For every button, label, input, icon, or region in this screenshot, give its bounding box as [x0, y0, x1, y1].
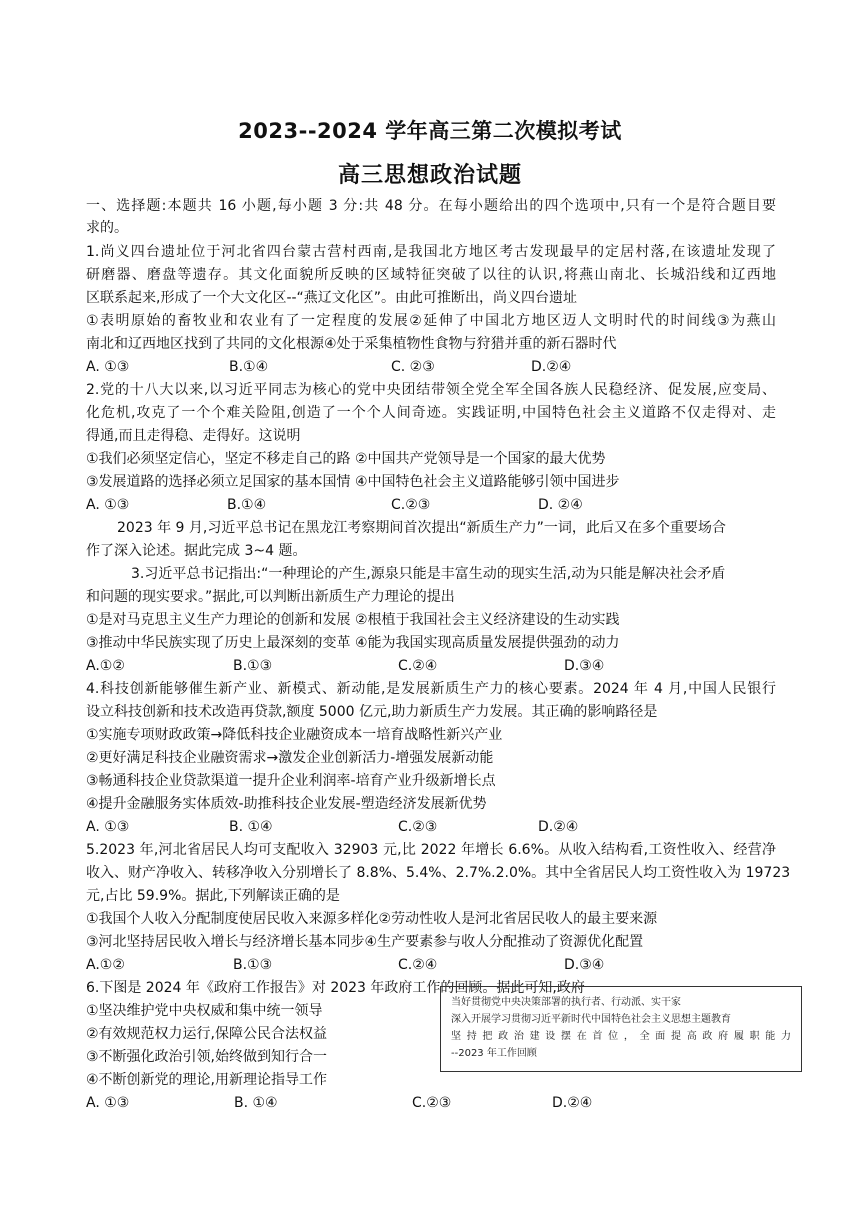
exam-subtitle: 高三思想政治试题	[337, 163, 522, 188]
q5-option-b[interactable]: B.①③	[233, 957, 273, 973]
q4-statement-line: ③畅通科技企业贷款渠道一提升企业利润率-培育产业升级新增长点	[86, 773, 496, 789]
q5-statement-line: ③河北坚持居民收入增长与经济增长基本同步④生产要素参与收人分配推动了资源优化配置	[86, 934, 644, 950]
q1-option-c[interactable]: C. ②③	[391, 359, 435, 375]
q3-stem-line: 3.习近平总书记指出:“一种理论的产生,源泉只能是丰富生动的现实生活,动为只能是解决社会矛盾	[131, 566, 726, 582]
q2-option-c[interactable]: C.②③	[391, 497, 431, 513]
q1-stem-line: 研磨器、磨盘等遗存。其文化面貌所反映的区域特征突破了以往的认识,将燕山南北、长城沿线和辽西地	[86, 267, 776, 283]
q2-statement-line: ③发展道路的选择必须立足国家的基本国情 ④中国特色社会主义道路能够引领中国进步	[86, 474, 620, 490]
q5-stem-line: 元,占比 59.9%。据此,下列解读正确的是	[86, 888, 340, 904]
q4-statement-line: ④提升金融服务实体质效-助推科技企业发展-塑造经济发展新优势	[86, 796, 487, 812]
material-line: 2023 年 9 月,习近平总书记在黑龙江考察期间首次提出“新质生产力”一词，此后又在多个重要场合	[117, 520, 726, 536]
q6-statement-line: ②有效规范权力运行,保障公民合法权益	[86, 1026, 327, 1042]
q1-stem-line: 区联系起来,形成了一个大文化区--“燕辽文化区”。由此可推断出，尚义四台遗址	[86, 290, 578, 306]
q5-stem-line: 收入、财产净收入、转移净收入分别增长了 8.8%、5.4%、2.7%.2.0%。其中全省居民人均工资性收入为 19723	[86, 865, 791, 881]
q2-stem-line: 得通,而且走得稳、走得好。这说明	[86, 428, 301, 444]
q2-stem-line: 2.党的十八大以来,以习近平同志为核心的党中央团结带领全党全军全国各族人民稳经济、促发展,应变局、	[86, 382, 776, 398]
q3-stem-line: 和问题的现实要求。”据此,可以判断出新质生产力理论的提出	[86, 589, 455, 605]
q1-option-b[interactable]: B.①④	[229, 359, 269, 375]
q4-option-b[interactable]: B. ①④	[229, 819, 273, 835]
q5-option-c[interactable]: C.②④	[398, 957, 438, 973]
q1-option-a[interactable]: A. ①③	[86, 359, 130, 375]
q1-option-d[interactable]: D.②④	[531, 359, 572, 375]
q6-stem-line: 6.下图是 2024 年《政府工作报告》对 2023 年政府工作的回顾。据此可知,政府	[86, 980, 585, 996]
q6-box-line: 深入开展学习贯彻习近平新时代中国特色社会主义思想主题教育	[451, 1014, 731, 1025]
q6-box-line: 当好贯彻党中央决策部署的执行者、行动派、实干家	[451, 997, 681, 1008]
q6-option-d[interactable]: D.②④	[552, 1095, 593, 1111]
q5-stem-line: 5.2023 年,河北省居民人均可支配收入 32903 元,比 2022 年增长 6.6%。从收入结构看,工资性收入、经营净	[86, 842, 776, 858]
q6-statement-line: ①坚决维护党中央权威和集中统一领导	[86, 1003, 323, 1019]
q3-option-a[interactable]: A.①②	[86, 658, 125, 674]
q1-stem-line: 1.尚义四台遗址位于河北省四台蒙古营村西南,是我国北方地区考古发现最早的定居村落,在该遗址发现了	[86, 244, 776, 260]
q3-statement-line: ①是对马克思主义生产力理论的创新和发展 ②根植于我国社会主义经济建设的生动实践	[86, 612, 620, 628]
q4-option-a[interactable]: A. ①③	[86, 819, 130, 835]
material-line: 作了深入论述。据此完成 3~4 题。	[86, 543, 307, 559]
q3-option-b[interactable]: B.①③	[233, 658, 273, 674]
q5-statement-line: ①我国个人收入分配制度使居民收入来源多样化②劳动性收人是河北省居民收人的最主要来源	[86, 911, 658, 927]
q1-statement-line: 南北和辽西地区找到了共同的文化根源④处于采集植物性食物与狩猎并重的新石器时代	[86, 336, 617, 352]
q4-stem-line: 4.科技创新能够催生新产业、新模式、新动能,是发展新质生产力的核心要素。2024 年 4 月,中国人民银行	[86, 681, 776, 697]
q6-statement-line: ③不断强化政治引领,始终做到知行合一	[86, 1049, 327, 1065]
q2-statement-line: ①我们必须坚定信心，坚定不移走自己的路 ②中国共产党领导是一个国家的最大优势	[86, 451, 606, 467]
exam-title: 2023--2024 学年高三第二次模拟考试	[238, 119, 622, 143]
q2-stem-line: 化危机,攻克了一个个难关险阻,创造了一个个人间奇迹。实践证明,中国特色社会主义道路不仅走得对、走	[86, 405, 776, 421]
section-intro-line: 求的。	[86, 220, 128, 236]
q3-statement-line: ③推动中华民族实现了历史上最深刻的变革 ④能为我国实现高质量发展提供强劲的动力	[86, 635, 620, 651]
q4-option-c[interactable]: C.②③	[398, 819, 438, 835]
q6-option-b[interactable]: B. ①④	[234, 1095, 278, 1111]
q1-statement-line: ①表明原始的畜牧业和农业有了一定程度的发展②延伸了中国北方地区迈人文明时代的时间线③为燕山	[86, 313, 776, 329]
q6-report-box	[440, 986, 802, 1072]
q5-option-d[interactable]: D.③④	[564, 957, 605, 973]
q5-option-a[interactable]: A.①②	[86, 957, 125, 973]
q2-option-d[interactable]: D. ②④	[538, 497, 583, 513]
q2-option-b[interactable]: B.①④	[227, 497, 267, 513]
q6-option-a[interactable]: A. ①③	[86, 1095, 130, 1111]
q4-statement-line: ①实施专项财政政策→降低科技企业融资成本一培育战略性新兴产业	[86, 727, 503, 743]
q6-option-c[interactable]: C.②③	[412, 1095, 452, 1111]
q3-option-d[interactable]: D.③④	[564, 658, 605, 674]
q3-option-c[interactable]: C.②④	[398, 658, 438, 674]
q6-box-line: --2023 年工作回顾	[451, 1048, 537, 1059]
q6-box-line: 坚持把政治建设摆在首位，全面提高政府履职能力	[451, 1031, 791, 1042]
q4-stem-line: 设立科技创新和技术改造再贷款,额度 5000 亿元,助力新质生产力发展。其正确的影响路径是	[86, 704, 658, 720]
section-intro-line: 一、选择题:本题共 16 小题,每小题 3 分:共 48 分。在每小题给出的四个选项中,只有一个是符合题目要	[86, 198, 776, 214]
q4-option-d[interactable]: D.②④	[538, 819, 579, 835]
q6-statement-line: ④不断创新党的理论,用新理论指导工作	[86, 1072, 327, 1088]
q2-option-a[interactable]: A. ①③	[86, 497, 130, 513]
q4-statement-line: ②更好满足科技企业融资需求→激发企业创新活力-增强发展新动能	[86, 750, 494, 766]
